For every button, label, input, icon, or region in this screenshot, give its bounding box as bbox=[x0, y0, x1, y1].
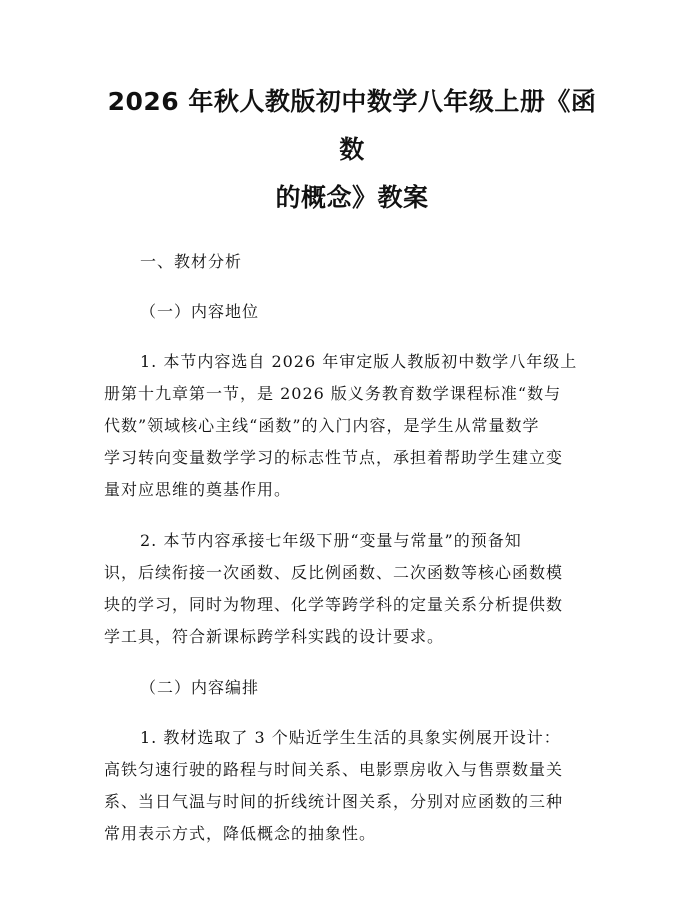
paragraph-line: 1. 本节内容选自 2026 年审定版人教版初中数学八年级上 bbox=[140, 352, 578, 371]
paragraph-line: 识，后续衔接一次函数、反比例函数、二次函数等核心函数模 bbox=[104, 563, 564, 582]
subsection-heading-content-position: （一）内容地位 bbox=[140, 302, 260, 321]
section-heading-teaching-material-analysis: 一、教材分析 bbox=[140, 252, 243, 271]
paragraph-content-arrangement-1 bbox=[104, 722, 600, 850]
paragraph-content-position-2 bbox=[104, 525, 600, 653]
paragraph-line: 学习转向变量数学学习的标志性节点，承担着帮助学生建立变 bbox=[104, 448, 564, 467]
paragraph-line: 册第十九章第一节，是 2026 版义务教育数学课程标准“数与 bbox=[104, 384, 562, 403]
subsection-heading-content-arrangement: （二）内容编排 bbox=[140, 678, 260, 697]
paragraph-line: 系、当日气温与时间的折线统计图关系，分别对应函数的三种 bbox=[104, 792, 564, 811]
title-line: 的概念》教案 bbox=[275, 183, 429, 212]
paragraph-content-position-1 bbox=[104, 346, 600, 506]
paragraph-line: 代数”领域核心主线“函数”的入门内容，是学生从常量数学 bbox=[104, 416, 540, 435]
title-line: 2026 年秋人教版初中数学八年级上册《函数 bbox=[107, 87, 597, 164]
paragraph-line: 高铁匀速行驶的路程与时间关系、电影票房收入与售票数量关 bbox=[104, 760, 564, 779]
document-body bbox=[104, 246, 600, 850]
paragraph-line: 1. 教材选取了 3 个贴近学生生活的具象实例展开设计： bbox=[140, 728, 561, 747]
paragraph-line: 块的学习，同时为物理、化学等跨学科的定量关系分析提供数 bbox=[104, 595, 564, 614]
paragraph-line: 学工具，符合新课标跨学科实践的设计要求。 bbox=[104, 627, 445, 646]
document-title bbox=[104, 78, 600, 222]
paragraph-line: 2. 本节内容承接七年级下册“变量与常量”的预备知 bbox=[140, 531, 522, 550]
paragraph-line: 常用表示方式，降低概念的抽象性。 bbox=[104, 824, 377, 843]
paragraph-line: 量对应思维的奠基作用。 bbox=[104, 480, 292, 499]
